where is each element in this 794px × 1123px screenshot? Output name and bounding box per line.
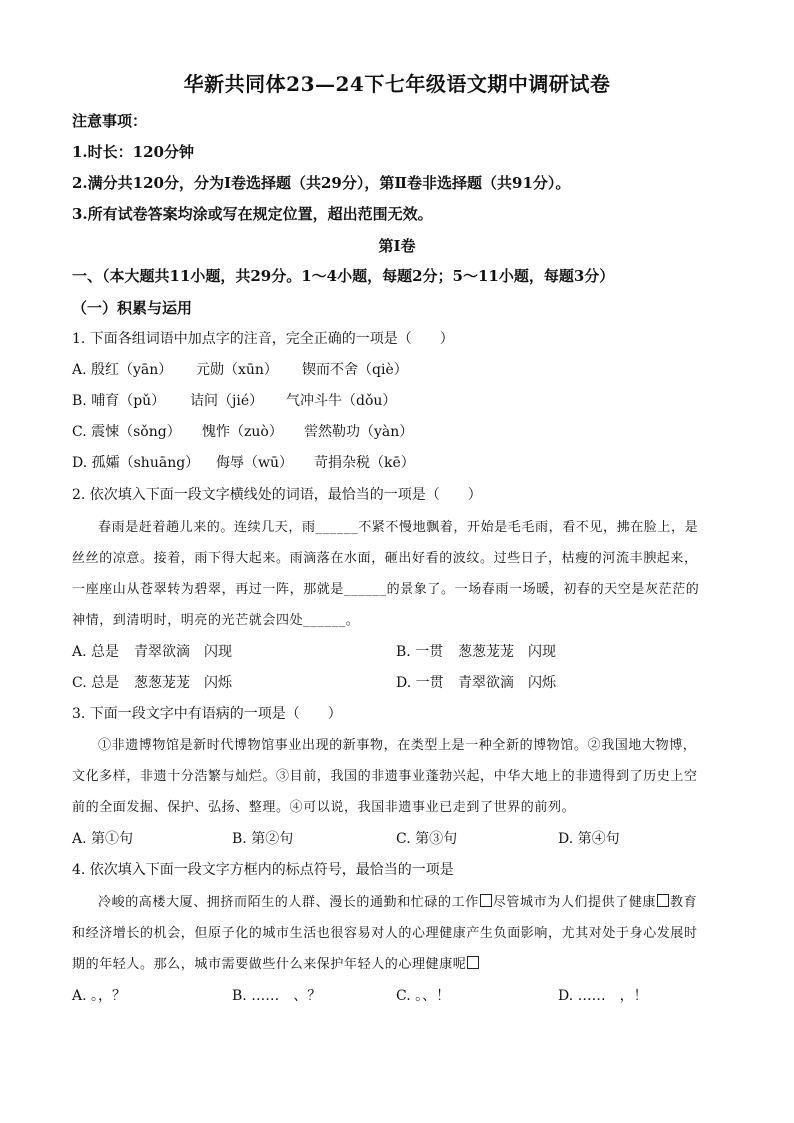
q3-option-b: B. 第②句 — [232, 831, 294, 847]
answer-box-2 — [657, 894, 669, 907]
q2-option-d — [396, 672, 696, 692]
q2-b-word-3: 闪现 — [528, 644, 556, 660]
q4-option-a: A. 。，？ — [72, 988, 127, 1004]
notice-item-1: 1.时长：120分钟 — [72, 143, 194, 161]
q3-passage-line-1: ①非遗博物馆是新时代博物馆事业出现的新事物，在类型上是一种全新的博物馆。②我国地大物博， — [98, 738, 697, 753]
exam-title: 华新共同体23—24下七年级语文期中调研试卷 — [183, 72, 611, 96]
volume-heading: 第Ⅰ卷 — [378, 237, 416, 255]
q1-option-a — [72, 359, 722, 379]
q2-d-word-1: D. 一贯 — [396, 675, 444, 691]
q1-c-word-2: 愧怍（zuò） — [202, 424, 283, 440]
q4-passage-text-1a: 冷峻的高楼大厦、拥挤而陌生的人群、漫长的通勤和忙碌的工作 — [98, 895, 479, 910]
q2-c-word-1: C. 总是 — [72, 675, 120, 691]
q4-stem: 4. 依次填入下面一段文字方框内的标点符号，最恰当的一项是 — [72, 862, 454, 878]
q3-passage-line-3: 前的全面发掘、保护、弘扬、整理。④可以说，我国非遗事业已走到了世界的前列。 — [72, 800, 576, 815]
answer-box-3 — [467, 956, 479, 969]
q1-c-word-3: 喾然勒功（yàn） — [304, 424, 414, 440]
q2-c-word-2: 葱葱茏茏 — [134, 675, 190, 691]
q3-option-c: C. 第③句 — [396, 831, 458, 847]
q4-passage-text-2: 和经济增长的机会，但原子化的城市生活也很容易对人的心理健康产生负面影响，尤其对处于身心发展时 — [72, 926, 698, 941]
q4-passage-line-3 — [72, 953, 480, 972]
q2-a-word-2: 青翠欲滴 — [134, 644, 190, 660]
q2-a-word-3: 闪现 — [204, 644, 232, 660]
q4-passage-text-1c: 教育 — [670, 895, 698, 910]
q1-d-word-1: D. 孤孀（shuāng） — [72, 455, 200, 471]
q4-passage-text-3: 期的年轻人。那么，城市需要做些什么来保护年轻人的心理健康呢 — [72, 957, 467, 972]
q2-passage-line-2: 丝丝的凉意。接着，雨下得大起来。雨滴落在水面，砸出好看的波纹。过些日子，枯瘦的河流丰腴起来， — [72, 551, 698, 566]
q1-option-c — [72, 421, 722, 441]
q1-b-word-1: B. 哺育（pǔ） — [72, 393, 166, 409]
q4-passage-line-1 — [98, 891, 697, 910]
q2-passage-line-3: 一座座山从苍翠转为碧翠，再过一阵，那就是______的景象了。一场春雨一场暖，初春的天空是灰茫茫的 — [72, 582, 700, 597]
q1-a-word-3: 锲而不舍（qiè） — [302, 362, 408, 378]
q1-stem: 1. 下面各组词语中加点字的注音，完全正确的一项是（ ） — [72, 331, 454, 347]
q3-passage-line-2: 文化多样，非遗十分浩繁与灿烂。③目前，我国的非遗事业蓬勃兴起，中华大地上的非遗得到了历史上空 — [72, 769, 698, 784]
q2-passage-line-1: 春雨是赶着趟儿来的。连续几天，雨______不紧不慢地飘着，开始是毛毛雨，看不见，拂在脸上，是 — [98, 520, 699, 535]
q1-option-b — [72, 390, 722, 410]
q2-a-word-1: A. 总是 — [72, 644, 120, 660]
subsection-1-heading: （一）积累与运用 — [72, 299, 193, 317]
q4-option-c: C. 。、！ — [396, 988, 451, 1004]
q4-option-b: B. …… 、？ — [232, 988, 322, 1004]
q3-option-d: D. 第④句 — [558, 831, 620, 847]
answer-box-1 — [480, 894, 492, 907]
q2-passage-line-4: 神情，到清明时，明亮的光芒就会四处______。 — [72, 613, 360, 628]
q4-option-d: D. …… ，！ — [558, 988, 648, 1004]
q1-d-word-3: 苛捐杂税（kē） — [314, 455, 415, 471]
q1-c-word-1: C. 震悚（sǒng） — [72, 424, 181, 440]
q1-b-word-2: 诘问（jié） — [190, 393, 264, 409]
q4-passage-text-1b: 尽管城市为人们提供了健康 — [492, 895, 657, 910]
q1-d-word-2: 侮辱（wū） — [216, 455, 293, 471]
q2-d-word-2: 青翠欲滴 — [458, 675, 514, 691]
q3-stem: 3. 下面一段文字中有语病的一项是（ ） — [72, 706, 342, 722]
q4-passage-line-2 — [72, 922, 698, 941]
q2-option-c — [72, 672, 372, 692]
q4-options — [72, 985, 722, 1005]
notice-heading: 注意事项： — [72, 112, 148, 130]
q2-b-word-2: 葱葱茏茏 — [458, 644, 514, 660]
q3-options — [72, 828, 722, 848]
q1-option-d — [72, 452, 722, 472]
q2-d-word-3: 闪烁 — [528, 675, 556, 691]
q2-c-word-3: 闪烁 — [204, 675, 232, 691]
section-1-heading: 一、（本大题共11小题，共29分。1～4小题，每题2分；5～11小题，每题3分） — [72, 267, 615, 285]
q1-b-word-3: 气冲斗牛（dǒu） — [286, 393, 397, 409]
notice-item-2: 2.满分共120分，分为Ⅰ卷选择题（共29分），第Ⅱ卷非选择题（共91分）。 — [72, 174, 571, 192]
q2-stem: 2. 依次填入下面一段文字横线处的词语，最恰当的一项是（ ） — [72, 487, 482, 503]
q2-option-a — [72, 641, 372, 661]
notice-item-3: 3.所有试卷答案均涂或写在规定位置，超出范围无效。 — [72, 205, 433, 223]
q1-a-word-1: A. 殷红（yān） — [72, 362, 173, 378]
q3-option-a: A. 第①句 — [72, 831, 134, 847]
q2-b-word-1: B. 一贯 — [396, 644, 444, 660]
q1-a-word-2: 元勋（xūn） — [196, 362, 278, 378]
q2-option-b — [396, 641, 696, 661]
